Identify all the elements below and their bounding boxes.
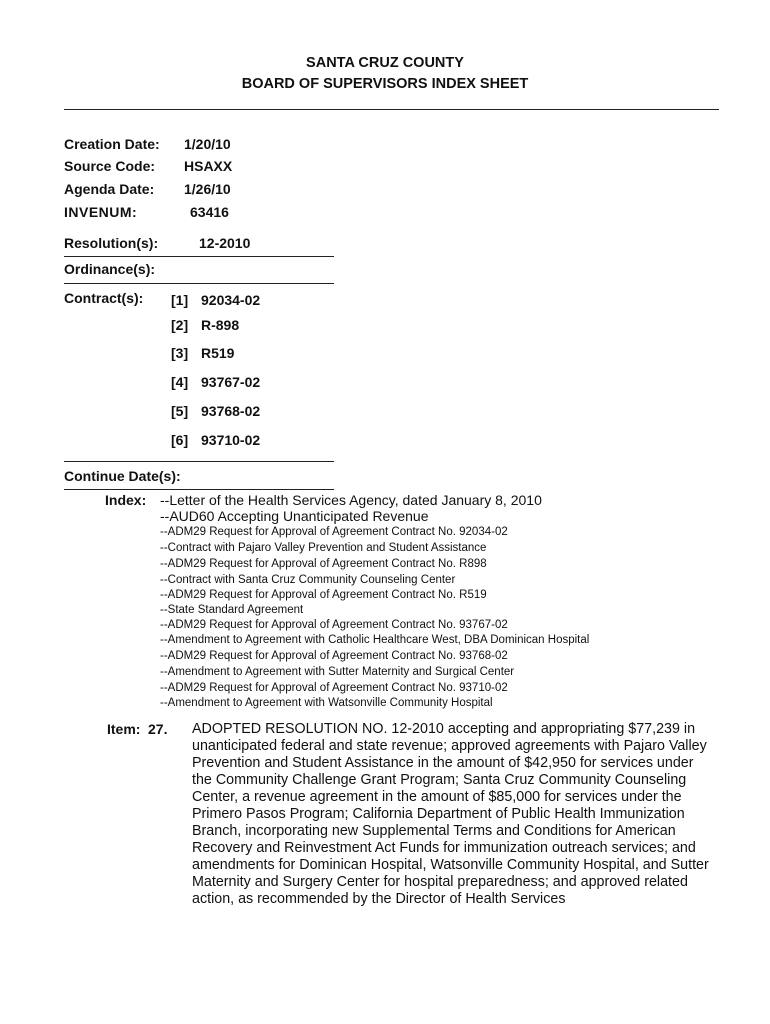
county-title: SANTA CRUZ COUNTY <box>306 55 464 71</box>
source-code-label: Source Code: <box>64 158 156 174</box>
invenum-label: INVENUM: <box>64 204 138 220</box>
index-entry: --Contract with Pajaro Valley Prevention and Student Assistance <box>160 542 487 554</box>
contract-id: R-898 <box>201 317 240 333</box>
contract-number: [3] <box>171 345 189 361</box>
index-entry: --Amendment to Agreement with Watsonville Community Hospital <box>160 697 493 709</box>
ordinances-divider <box>64 283 334 284</box>
creation-date-label: Creation Date: <box>64 136 160 152</box>
contracts-label: Contract(s): <box>64 290 144 306</box>
contract-id: 93767-02 <box>201 374 261 390</box>
creation-date-value: 1/20/10 <box>184 136 231 152</box>
contract-id: 93710-02 <box>201 432 261 448</box>
contract-id: 92034-02 <box>201 292 261 308</box>
index-entry: --Amendment to Agreement with Catholic Healthcare West, DBA Dominican Hospital <box>160 634 590 646</box>
resolutions-divider <box>64 256 334 257</box>
contract-number: [1] <box>171 292 189 308</box>
index-entry: --AUD60 Accepting Unanticipated Revenue <box>160 508 429 524</box>
contract-number: [4] <box>171 374 189 390</box>
item-label: Item: <box>107 721 141 737</box>
resolutions-value: 12-2010 <box>199 235 251 251</box>
contract-id: R519 <box>201 345 235 361</box>
contract-number: [6] <box>171 432 189 448</box>
source-code-value: HSAXX <box>184 158 233 174</box>
index-entry: --ADM29 Request for Approval of Agreement Contract No. 93767-02 <box>160 619 508 631</box>
agenda-date-value: 1/26/10 <box>184 181 231 197</box>
header-divider <box>64 109 719 110</box>
resolutions-label: Resolution(s): <box>64 235 159 251</box>
index-label: Index: <box>105 492 147 508</box>
index-entry: --ADM29 Request for Approval of Agreement Contract No. R519 <box>160 589 487 601</box>
ordinances-label: Ordinance(s): <box>64 261 156 277</box>
item-number: 27. <box>148 721 168 737</box>
index-entry: --State Standard Agreement <box>160 604 304 616</box>
index-entry: --Amendment to Agreement with Sutter Maternity and Surgical Center <box>160 666 515 678</box>
continue-dates-divider <box>64 489 334 490</box>
contract-number: [5] <box>171 403 189 419</box>
index-entry: --ADM29 Request for Approval of Agreement Contract No. R898 <box>160 558 487 570</box>
sheet-title: BOARD OF SUPERVISORS INDEX SHEET <box>241 76 529 92</box>
invenum-value: 63416 <box>190 204 229 220</box>
contracts-divider <box>64 461 334 462</box>
index-entry: --ADM29 Request for Approval of Agreement Contract No. 92034-02 <box>160 526 508 538</box>
contract-number: [2] <box>171 317 189 333</box>
agenda-date-label: Agenda Date: <box>64 181 155 197</box>
item-description: ADOPTED RESOLUTION NO. 12-2010 accepting and appropriating $77,239 in unanticipated federal and state revenue; approved agreements with Pajaro Valley Prevention and Student Assistance in the amount of $42,950 for services under the Community Challenge Grant Program; Santa Cruz Community Counseling Center, a revenue agreement in the amount of $85,000 for services under the Primero Pasos Program; California Department of Public Health Immunization Branch, incorporating new Supplemental Terms and Conditions for American Recovery and Reinvestment Act Funds for immunization outreach services; and amendments for Dominican Hospital, Watsonville Community Hospital, and Sutter Maternity and Surgery Center for hospital preparedness; and approved related action, as recommended by the Director of Health Services <box>192 721 709 907</box>
contract-id: 93768-02 <box>201 403 261 419</box>
index-entry: --ADM29 Request for Approval of Agreement Contract No. 93710-02 <box>160 682 508 694</box>
index-entry: --Letter of the Health Services Agency, dated January 8, 2010 <box>160 492 542 508</box>
continue-dates-label: Continue Date(s): <box>64 468 181 484</box>
index-entry: --Contract with Santa Cruz Community Counseling Center <box>160 574 456 586</box>
index-entry: --ADM29 Request for Approval of Agreement Contract No. 93768-02 <box>160 650 508 662</box>
